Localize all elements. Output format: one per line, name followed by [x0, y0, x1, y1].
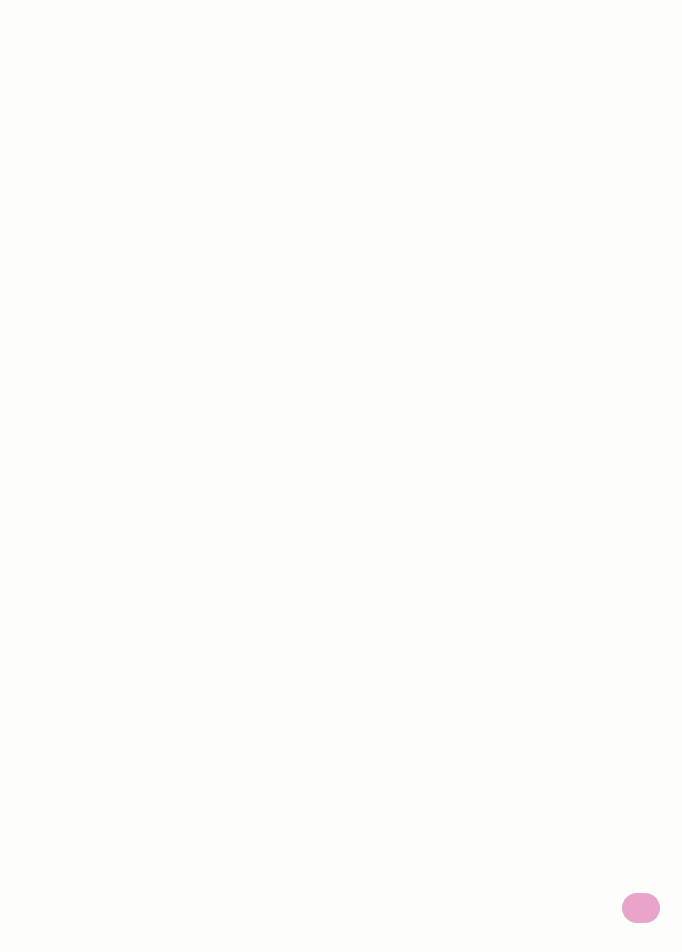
- page-number-badge: [622, 893, 660, 923]
